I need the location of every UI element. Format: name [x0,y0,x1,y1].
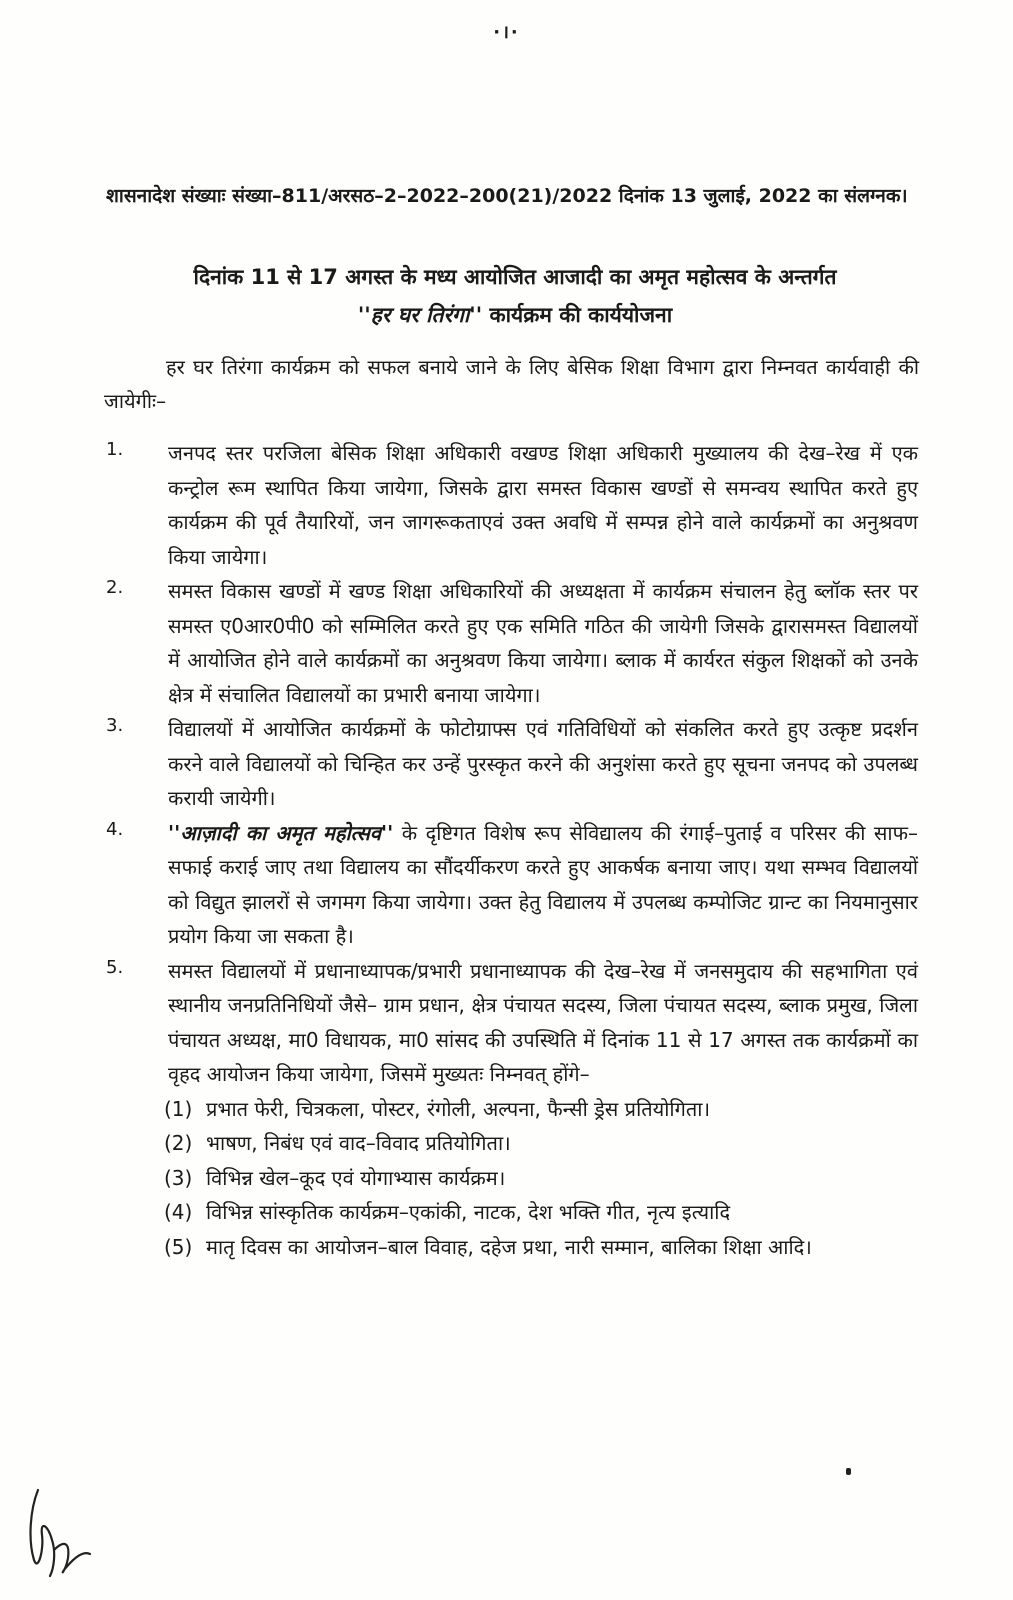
item-text: विद्यालयों में आयोजित कार्यक्रमों के फोटोग्राफ्स एवं गतिविधियों को संकलित करते हुए उत्कृष्ट प्रदर्शन करने वाले विद्यालयों को चिन्हित कर उन्हें पुरस्कृत करने की अनुशंसा करते हुए सूचना जनपद को उपलब्ध करायी जायेगी। [168,717,918,810]
item-text-rest: के दृष्टिगत विशेष रूप सेविद्यालय की रंगाई–पुताई व परिसर की साफ–सफाई कराई जाए तथा विद्यालय का सौंदर्यीकरण करते हुए आकर्षक बनाया जाए। यथा सम्भव विद्यालयों को विद्युत झालरों से जगमग किया जायेगा। उक्त हेतु विद्यालय में उपलब्ध कम्पोजिट ग्रान्ट का नियमानुसार प्रयोग किया जा सकता है। [168,820,918,948]
sub-item-text: भाषण, निबंध एवं वाद–विवाद प्रतियोगिता। [206,1131,511,1155]
sub-item [164,1230,924,1265]
intro-paragraph: हर घर तिरंगा कार्यक्रम को सफल बनाये जाने के लिए बेसिक शिक्षा विभाग द्वारा निम्नवत कार्यवाही की जायेगीः– [104,355,919,413]
list-item [0,954,1013,1092]
list-item [0,712,1013,816]
list-item [0,816,1013,954]
sub-item-text: विभिन्न सांस्कृतिक कार्यक्रम–एकांकी, नाटक, देश भक्ति गीत, नृत्य इत्यादि [206,1200,731,1224]
document-title [100,258,930,334]
item-text [168,816,918,954]
item-number: 4. [106,818,124,840]
sub-item-text: मातृ दिवस का आयोजन–बाल विवाह, दहेज प्रथा, नारी सम्मान, बालिका शिक्षा आदि। [206,1234,812,1259]
title-quote: ''हर घर तिरंगा'' [357,303,483,327]
sub-item-number: (3) [164,1165,193,1190]
ink-mark [846,1468,851,1475]
item-bold-phrase: ''आज़ादी का अमृत महोत्सव'' [168,820,394,845]
title-rest: कार्यक्रम की कार्ययोजना [482,303,673,327]
sub-item-text: प्रभात फेरी, चित्रकला, पोस्टर, रंगोली, अल्पना, फैन्सी ड्रेस प्रतियोगिता। [206,1096,711,1121]
item-number: 1. [106,439,124,460]
signature-icon [24,1480,104,1580]
item-number: 5. [106,956,124,978]
item-text: समस्त विकास खण्डों में खण्ड शिक्षा अधिकारियों की अध्यक्षता में कार्यक्रम संचालन हेतु ब्लॉक स्तर पर समस्त ए0आर0पी0 को सम्मिलित करते हुए एक समिति गठित की जायेगी जिसके द्वारासमस्त विद्यालयों में आयोजित होने वाले कार्यक्रमों का अनुश्रवण किया जायेगा। ब्लाक में कार्यरत संकुल शिक्षकों को उनके क्षेत्र में संचालित विद्यालयों का प्रभारी बनाया जायेगा। [168,579,918,707]
action-items-list [0,436,1013,1264]
sub-items-list [164,1092,924,1265]
sub-item-number: (2) [164,1131,193,1155]
item-text: जनपद स्तर परजिला बेसिक शिक्षा अधिकारी वखण्ड शिक्षा अधिकारी मुख्यालय की देख–रेख में एक कन्ट्रोल रूम स्थापित किया जायेगा, जिसके द्वारा समस्त विकास खण्डों से समन्वय स्थापित करते हुए कार्यक्रम की पूर्व तैयारियों, जन जागरूकताएवं उक्त अवधि में सम्पन्न होने वाले कार्यक्रमों का अनुश्रवण किया जायेगा। [168,441,918,569]
title-line-2 [100,296,930,334]
sub-item [164,1092,924,1127]
page-number: ·।· [493,22,520,43]
sub-item [164,1126,924,1161]
list-item [0,436,1013,574]
sub-item-number: (4) [164,1200,193,1224]
sub-item [164,1195,924,1230]
title-line-1: दिनांक 11 से 17 अगस्त के मध्य आयोजित आजादी का अमृत महोत्सव के अन्तर्गत [193,265,837,289]
item-number: 3. [106,715,124,736]
sub-item-number: (5) [164,1234,193,1259]
sub-item [164,1161,924,1196]
item-number: 2. [106,577,124,598]
sub-item-text: विभिन्न खेल–कूद एवं योगाभ्यास कार्यक्रम। [206,1165,506,1190]
reference-line: शासनादेश संख्याः संख्या–811/अरसठ–2–2022–200(21)/2022 दिनांक 13 जुलाई, 2022 का संलग्नक। [106,185,908,207]
sub-item-number: (1) [164,1096,193,1121]
item-text: समस्त विद्यालयों में प्रधानाध्यापक/प्रभारी प्रधानाध्यापक की देख–रेख में जनसमुदाय की सहभागिता एवं स्थानीय जनप्रतिनिधियों जैसे– ग्राम प्रधान, क्षेत्र पंचायत सदस्य, जिला पंचायत सदस्य, ब्लाक प्रमुख, जिला पंचायत अध्यक्ष, मा0 विधायक, मा0 सांसद की उपस्थिति में दिनांक 11 से 17 अगस्त तक कार्यक्रमों का वृहद आयोजन किया जायेगा, जिसमें मुख्यतः निम्नवत् होंगे– [168,958,918,1086]
list-item [0,574,1013,712]
